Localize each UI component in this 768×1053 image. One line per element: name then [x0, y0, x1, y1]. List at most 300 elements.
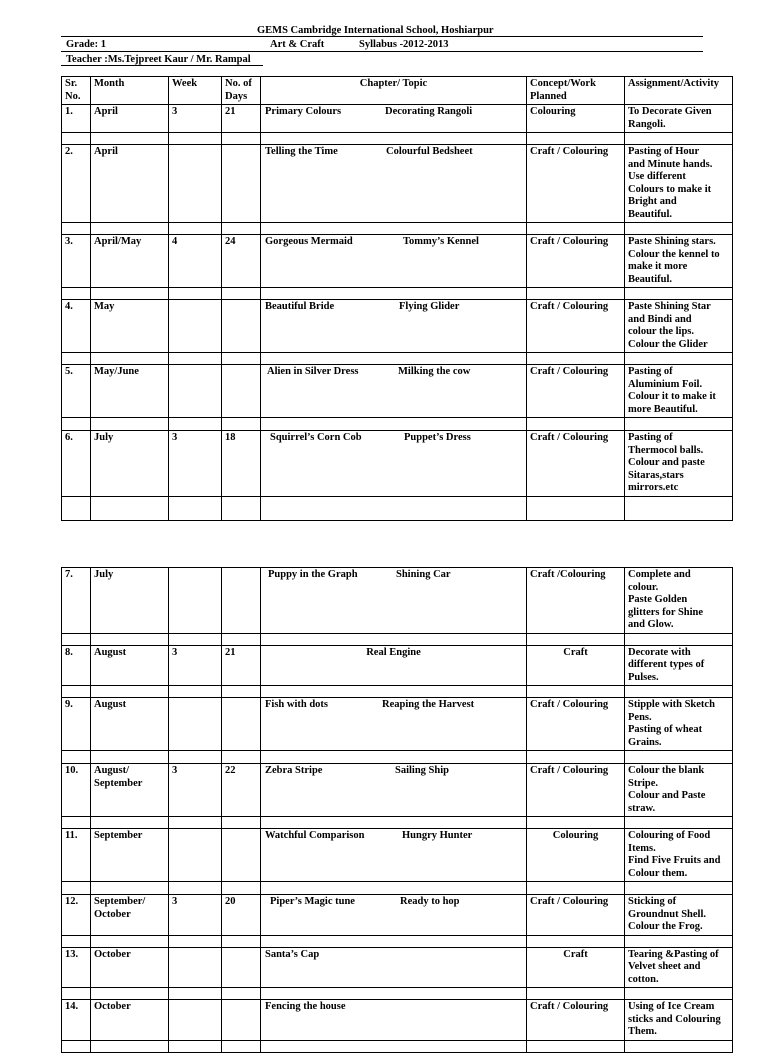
col-header-sr: Sr. No. — [62, 77, 91, 105]
cell-concept: Craft / Colouring — [527, 1000, 625, 1041]
cell-activity — [625, 895, 733, 936]
spacer-cell — [625, 133, 733, 145]
spacer-cell — [62, 935, 91, 947]
cell-month: May/June — [91, 365, 169, 418]
topic-primary: Telling the Time — [265, 146, 338, 157]
spacer-cell — [62, 353, 91, 365]
spacer-cell — [261, 633, 527, 645]
activity-line: Paste Golden — [628, 594, 688, 605]
spacer-cell — [62, 633, 91, 645]
topic-secondary: Reaping the Harvest — [382, 699, 475, 710]
cell-month: August — [91, 645, 169, 686]
header-rule-2 — [61, 51, 703, 52]
col-header-days: No. of Days — [222, 77, 261, 105]
spacer-cell — [222, 418, 261, 431]
topic-secondary: Puppet’s Dress — [404, 432, 471, 443]
cell-days — [222, 698, 261, 751]
syllabus-table-part-1 — [61, 76, 733, 521]
spacer-cell — [261, 686, 527, 698]
cell-days: 18 — [222, 431, 261, 497]
cell-topic — [261, 431, 527, 497]
cell-days — [222, 300, 261, 353]
activity-line: Decorate with — [628, 646, 691, 658]
activity-line: Pasting of — [628, 366, 673, 377]
spacer-cell — [62, 418, 91, 431]
spacer-cell — [91, 988, 169, 1000]
activity-line: straw. — [628, 802, 656, 814]
cell-week: 3 — [169, 645, 222, 686]
spacer-cell — [91, 817, 169, 829]
cell-week — [169, 947, 222, 988]
spacer-cell — [91, 751, 169, 764]
activity-line: and Glow. — [628, 619, 674, 630]
spacer-cell — [625, 751, 733, 764]
spacer-cell — [222, 223, 261, 235]
spacer-cell — [222, 751, 261, 764]
spacer-row — [62, 817, 733, 829]
spacer-cell — [261, 418, 527, 431]
activity-line: mirrors.etc — [628, 482, 679, 493]
cell-concept: Craft / Colouring — [527, 431, 625, 497]
activity-line: Colouring of Food — [628, 830, 711, 841]
spacer-cell — [222, 817, 261, 829]
cell-concept: Craft / Colouring — [527, 235, 625, 288]
topic-secondary: Ready to hop — [400, 896, 460, 907]
spacer-cell — [91, 496, 169, 520]
spacer-cell — [261, 882, 527, 895]
spacer-cell — [169, 935, 222, 947]
table-row — [62, 698, 733, 751]
spacer-cell — [527, 223, 625, 235]
spacer-cell — [62, 751, 91, 764]
spacer-cell — [527, 496, 625, 520]
spacer-cell — [625, 935, 733, 947]
topic-secondary: Tommy’s Kennel — [403, 236, 479, 247]
cell-activity — [625, 947, 733, 988]
spacer-cell — [625, 223, 733, 235]
topic-primary: Real Engine — [366, 646, 421, 658]
cell-concept: Colouring — [527, 105, 625, 133]
spacer-cell — [261, 988, 527, 1000]
cell-sr: 10. — [62, 764, 91, 817]
teacher-label: Teacher :Ms.Tejpreet Kaur / Mr. Rampal — [66, 54, 251, 65]
spacer-cell — [169, 1040, 222, 1052]
table-row — [62, 431, 733, 497]
spacer-cell — [527, 353, 625, 365]
spacer-cell — [222, 1040, 261, 1052]
cell-days — [222, 365, 261, 418]
cell-concept: Craft / Colouring — [527, 300, 625, 353]
activity-line: Beautiful. — [628, 273, 673, 285]
syllabus-label: Syllabus -2012-2013 — [359, 39, 449, 50]
cell-topic — [261, 300, 527, 353]
cell-activity — [625, 568, 733, 634]
cell-days — [222, 829, 261, 882]
table-row — [62, 568, 733, 634]
table-header-row — [62, 77, 733, 105]
spacer-cell — [91, 1040, 169, 1052]
cell-concept: Craft / Colouring — [527, 895, 625, 936]
spacer-cell — [527, 988, 625, 1000]
spacer-cell — [222, 935, 261, 947]
spacer-cell — [625, 988, 733, 1000]
activity-line: Colour and paste — [628, 457, 705, 468]
activity-line: Colours to make it — [628, 183, 712, 195]
table-row — [62, 105, 733, 133]
spacer-row — [62, 988, 733, 1000]
cell-concept: Colouring — [527, 829, 625, 882]
spacer-cell — [62, 496, 91, 520]
cell-topic — [261, 895, 527, 936]
cell-activity — [625, 431, 733, 497]
col-header-month: Month — [91, 77, 169, 105]
spacer-cell — [169, 882, 222, 895]
activity-line: Groundnut Shell. — [628, 908, 707, 920]
cell-month: August/ September — [91, 764, 169, 817]
spacer-cell — [527, 633, 625, 645]
activity-line: Colour them. — [628, 867, 688, 879]
cell-activity — [625, 645, 733, 686]
activity-line: different types of — [628, 659, 705, 670]
spacer-cell — [169, 751, 222, 764]
activity-line: Items. — [628, 842, 656, 854]
table-row — [62, 235, 733, 288]
spacer-cell — [62, 288, 91, 300]
cell-days: 24 — [222, 235, 261, 288]
spacer-cell — [222, 353, 261, 365]
spacer-row — [62, 288, 733, 300]
spacer-cell — [625, 686, 733, 698]
cell-activity — [625, 365, 733, 418]
cell-week — [169, 365, 222, 418]
activity-line: Colour the blank — [628, 765, 705, 776]
activity-line: cotton. — [628, 973, 659, 985]
subject-label: Art & Craft — [270, 39, 325, 50]
spacer-row — [62, 1040, 733, 1052]
spacer-row — [62, 496, 733, 520]
cell-activity — [625, 829, 733, 882]
cell-topic — [261, 365, 527, 418]
cell-topic — [261, 645, 527, 686]
activity-line: Colour it to make it — [628, 391, 716, 402]
cell-activity — [625, 300, 733, 353]
cell-concept: Craft — [527, 645, 625, 686]
header-rule-1 — [61, 36, 703, 37]
spacer-cell — [261, 496, 527, 520]
cell-month: April — [91, 105, 169, 133]
cell-sr: 5. — [62, 365, 91, 418]
cell-days — [222, 568, 261, 634]
spacer-cell — [625, 496, 733, 520]
spacer-cell — [625, 882, 733, 895]
activity-line: Pasting of wheat — [628, 724, 703, 735]
cell-topic — [261, 235, 527, 288]
topic-secondary: Hungry Hunter — [402, 830, 473, 841]
cell-days: 20 — [222, 895, 261, 936]
activity-line: Pens. — [628, 711, 652, 723]
activity-line: more Beautiful. — [628, 403, 698, 415]
cell-concept: Craft /Colouring — [527, 568, 625, 634]
cell-week — [169, 698, 222, 751]
topic-primary: Puppy in the Graph — [268, 569, 358, 580]
spacer-cell — [62, 988, 91, 1000]
activity-line: and Minute hands. — [628, 158, 713, 170]
spacer-row — [62, 633, 733, 645]
cell-month: May — [91, 300, 169, 353]
cell-topic — [261, 698, 527, 751]
activity-line: make it more — [628, 261, 688, 272]
table-row — [62, 645, 733, 686]
col-header-activity: Assignment/Activity — [625, 77, 733, 105]
topic-primary: Gorgeous Mermaid — [265, 236, 353, 247]
spacer-cell — [261, 353, 527, 365]
activity-line: Bright and — [628, 196, 677, 207]
cell-month: April/May — [91, 235, 169, 288]
spacer-cell — [222, 633, 261, 645]
table-row — [62, 365, 733, 418]
spacer-cell — [222, 288, 261, 300]
cell-topic — [261, 1000, 527, 1041]
cell-month: October — [91, 947, 169, 988]
activity-line: Sitaras,stars — [628, 469, 684, 481]
spacer-cell — [91, 353, 169, 365]
cell-month: July — [91, 568, 169, 634]
cell-days: 22 — [222, 764, 261, 817]
cell-week — [169, 568, 222, 634]
spacer-cell — [527, 418, 625, 431]
spacer-cell — [625, 418, 733, 431]
spacer-cell — [91, 223, 169, 235]
spacer-cell — [169, 817, 222, 829]
cell-concept: Craft / Colouring — [527, 365, 625, 418]
activity-line: Tearing &Pasting of — [628, 948, 719, 960]
spacer-cell — [169, 496, 222, 520]
activity-line: Stripe. — [628, 777, 659, 789]
cell-week: 3 — [169, 431, 222, 497]
activity-line: Grains. — [628, 736, 662, 748]
activity-line: Pasting of Hour — [628, 146, 700, 157]
header-rule-3 — [61, 65, 263, 66]
spacer-cell — [91, 686, 169, 698]
spacer-cell — [169, 686, 222, 698]
topic-primary: Watchful Comparison — [265, 830, 365, 841]
spacer-cell — [261, 751, 527, 764]
cell-sr: 14. — [62, 1000, 91, 1041]
table-row — [62, 947, 733, 988]
table-row — [62, 145, 733, 223]
activity-line: Colour the Frog. — [628, 921, 703, 932]
activity-line: Use different — [628, 171, 686, 182]
cell-sr: 12. — [62, 895, 91, 936]
spacer-cell — [261, 817, 527, 829]
spacer-cell — [527, 882, 625, 895]
activity-line: Paste Shining Star — [628, 301, 711, 312]
spacer-cell — [625, 633, 733, 645]
topic-primary: Squirrel’s Corn Cob — [270, 432, 362, 443]
cell-days — [222, 1000, 261, 1041]
topic-secondary: Flying Glider — [399, 301, 460, 312]
cell-sr: 1. — [62, 105, 91, 133]
spacer-cell — [625, 353, 733, 365]
cell-days: 21 — [222, 105, 261, 133]
school-name: GEMS Cambridge International School, Hoshiarpur — [257, 25, 494, 36]
spacer-cell — [91, 935, 169, 947]
topic-primary: Piper’s Magic tune — [270, 896, 355, 907]
cell-topic — [261, 829, 527, 882]
cell-concept: Craft / Colouring — [527, 698, 625, 751]
spacer-cell — [625, 1040, 733, 1052]
topic-primary: Beautiful Bride — [265, 301, 335, 312]
cell-topic — [261, 947, 527, 988]
activity-line: and Bindi and — [628, 313, 692, 325]
cell-week: 3 — [169, 764, 222, 817]
cell-sr: 2. — [62, 145, 91, 223]
activity-line: Stipple with Sketch — [628, 699, 715, 710]
cell-activity — [625, 698, 733, 751]
spacer-cell — [261, 1040, 527, 1052]
spacer-row — [62, 418, 733, 431]
cell-topic — [261, 568, 527, 634]
topic-secondary: Colourful Bedsheet — [386, 146, 473, 157]
spacer-row — [62, 133, 733, 145]
spacer-cell — [527, 935, 625, 947]
spacer-cell — [222, 882, 261, 895]
spacer-row — [62, 935, 733, 947]
spacer-cell — [169, 988, 222, 1000]
activity-line: Velvet sheet and — [628, 961, 701, 972]
spacer-cell — [222, 686, 261, 698]
cell-sr: 8. — [62, 645, 91, 686]
activity-line: colour. — [628, 581, 659, 593]
spacer-cell — [261, 133, 527, 145]
cell-week — [169, 829, 222, 882]
activity-line: Colour the kennel to — [628, 248, 720, 260]
cell-sr: 6. — [62, 431, 91, 497]
spacer-cell — [62, 133, 91, 145]
activity-line: colour the lips. — [628, 326, 695, 337]
grade-label: Grade: 1 — [66, 39, 106, 50]
cell-activity — [625, 235, 733, 288]
spacer-row — [62, 751, 733, 764]
activity-line: glitters for Shine — [628, 606, 704, 618]
spacer-cell — [62, 223, 91, 235]
topic-primary: Fish with dots — [265, 699, 329, 710]
topic-primary: Zebra Stripe — [265, 765, 323, 776]
cell-topic — [261, 105, 527, 133]
activity-line: Rangoli. — [628, 118, 666, 130]
activity-line: Colour the Glider — [628, 338, 708, 350]
spacer-cell — [222, 133, 261, 145]
topic-secondary: Shining Car — [396, 569, 451, 580]
spacer-cell — [625, 288, 733, 300]
cell-sr: 13. — [62, 947, 91, 988]
activity-line: Paste Shining stars. — [628, 236, 716, 247]
activity-line: Beautiful. — [628, 208, 673, 220]
cell-days: 21 — [222, 645, 261, 686]
spacer-cell — [261, 223, 527, 235]
spacer-cell — [62, 817, 91, 829]
syllabus-table-part-2 — [61, 567, 733, 1053]
spacer-cell — [91, 133, 169, 145]
spacer-cell — [261, 935, 527, 947]
cell-activity — [625, 1000, 733, 1041]
spacer-cell — [625, 817, 733, 829]
spacer-row — [62, 353, 733, 365]
spacer-cell — [261, 288, 527, 300]
topic-primary: Alien in Silver Dress — [267, 366, 359, 377]
spacer-cell — [169, 418, 222, 431]
spacer-cell — [91, 882, 169, 895]
spacer-cell — [169, 133, 222, 145]
cell-month: August — [91, 698, 169, 751]
activity-line: Sticking of — [628, 896, 677, 907]
cell-concept: Craft / Colouring — [527, 764, 625, 817]
cell-activity — [625, 145, 733, 223]
col-header-concept: Concept/Work Planned — [527, 77, 625, 105]
topic-secondary: Milking the cow — [398, 366, 471, 377]
table-row — [62, 1000, 733, 1041]
cell-week — [169, 145, 222, 223]
spacer-cell — [169, 288, 222, 300]
cell-week: 4 — [169, 235, 222, 288]
table-row — [62, 895, 733, 936]
topic-secondary: Sailing Ship — [395, 765, 449, 776]
spacer-cell — [527, 288, 625, 300]
topic-primary: Primary Colours — [265, 106, 342, 117]
spacer-cell — [62, 882, 91, 895]
spacer-row — [62, 223, 733, 235]
cell-sr: 11. — [62, 829, 91, 882]
spacer-cell — [169, 633, 222, 645]
activity-line: Pulses. — [628, 671, 659, 683]
table-row — [62, 829, 733, 882]
cell-activity — [625, 764, 733, 817]
cell-week — [169, 300, 222, 353]
cell-concept: Craft — [527, 947, 625, 988]
cell-month: October — [91, 1000, 169, 1041]
activity-line: Pasting of — [628, 432, 673, 443]
cell-concept: Craft / Colouring — [527, 145, 625, 223]
activity-line: Colour and Paste — [628, 790, 706, 801]
activity-line: Find Five Fruits and — [628, 855, 721, 866]
activity-line: Complete and — [628, 569, 691, 580]
spacer-cell — [527, 686, 625, 698]
cell-sr: 3. — [62, 235, 91, 288]
activity-line: To Decorate Given — [628, 106, 712, 117]
spacer-cell — [91, 288, 169, 300]
cell-month: September — [91, 829, 169, 882]
activity-line: sticks and Colouring — [628, 1013, 721, 1025]
activity-line: Them. — [628, 1026, 657, 1037]
spacer-cell — [91, 633, 169, 645]
topic-secondary: Decorating Rangoli — [385, 106, 473, 117]
cell-days — [222, 145, 261, 223]
spacer-cell — [527, 817, 625, 829]
cell-topic — [261, 764, 527, 817]
spacer-row — [62, 882, 733, 895]
spacer-cell — [91, 418, 169, 431]
spacer-cell — [222, 496, 261, 520]
cell-activity — [625, 105, 733, 133]
spacer-row — [62, 686, 733, 698]
activity-line: Using of Ice Cream — [628, 1001, 715, 1012]
cell-week — [169, 1000, 222, 1041]
cell-sr: 9. — [62, 698, 91, 751]
topic-primary: Fencing the house — [265, 1001, 346, 1012]
spacer-cell — [527, 1040, 625, 1052]
cell-sr: 7. — [62, 568, 91, 634]
activity-line: Aluminium Foil. — [628, 378, 703, 390]
